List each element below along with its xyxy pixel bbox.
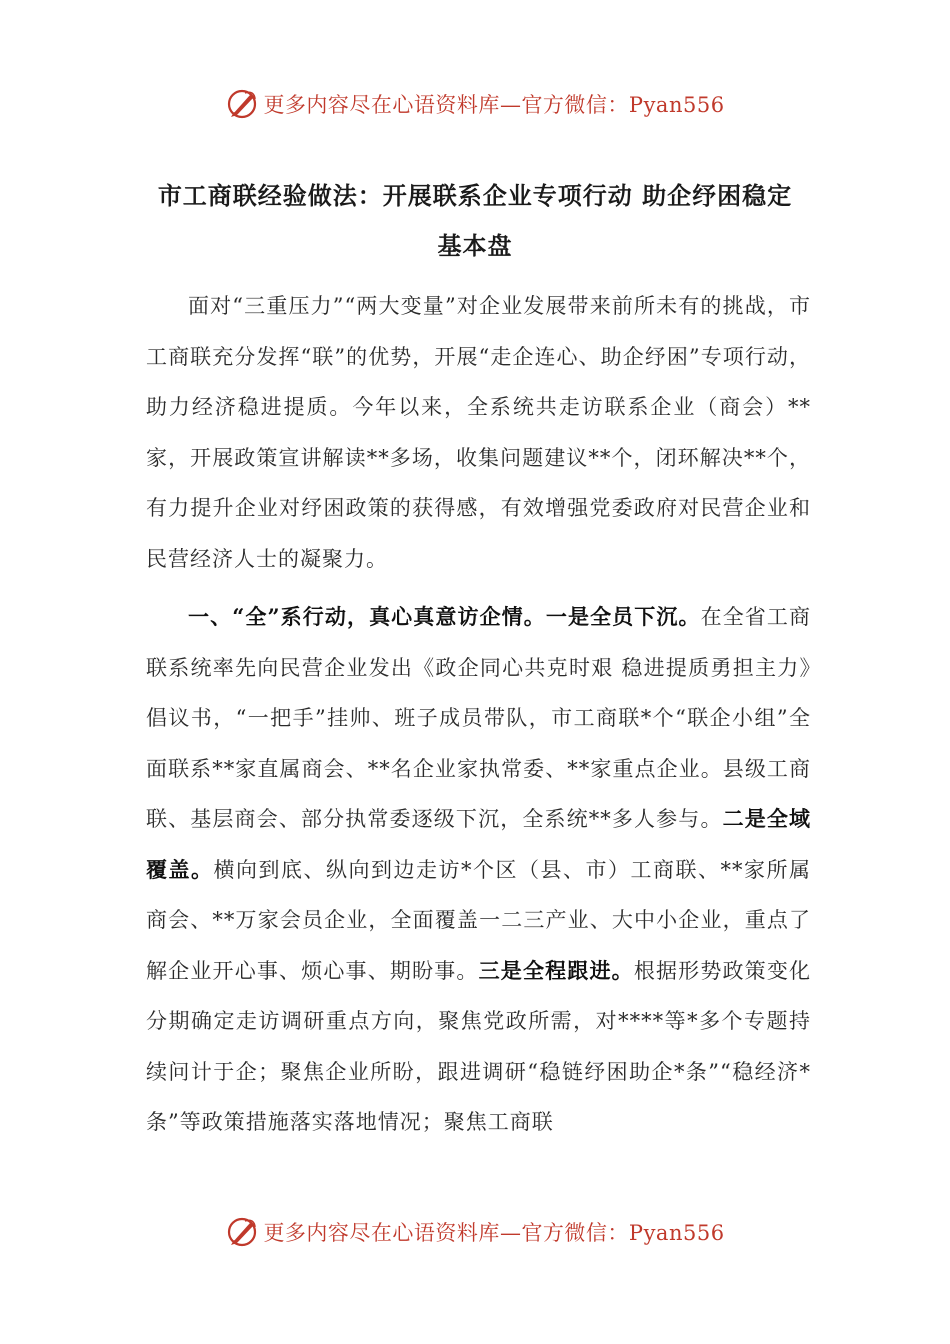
point3-text: 根据形势政策变化分期确定走访调研重点方向，聚焦党政所需，对****等*多个专题持续问计于企；聚焦企业所盼，跟进调研“稳链纾困助企*条”“稳经济*条”等政策措施落实落地情况；聚焦工商联 — [146, 958, 812, 1134]
point3-label: 三是全程跟进。 — [478, 957, 634, 983]
document-title-line2: 基本盘 — [437, 232, 513, 260]
header-banner-wechat: 官方微信：Pyan556 — [521, 93, 725, 117]
quill-pen-logo-icon — [225, 1215, 259, 1249]
point2-text: 横向到底、纵向到边走访*个区（县、市）工商联、**家所属商会、**万家会员企业，全面覆盖一二三产业、大中小企业，重点了解企业开心事、烦心事、期盼事。 — [146, 857, 811, 983]
point2-label: 二是全域覆盖。 — [146, 806, 812, 882]
header-watermark-banner — [0, 84, 950, 124]
document-title-line1: 市工商联经验做法：开展联系企业专项行动 助企纾困稳定 — [157, 182, 793, 210]
point1-label: 一是全员下沉。 — [545, 604, 701, 629]
intro-paragraph: 面对“三重压力”“两大变量”对企业发展带来前所未有的挑战，市工商联充分发挥“联”的优势，开展“走企连心、助企纾困”专项行动，助力经济稳进提质。今年以来，全系统共走访联系企业（商会）**家，开展政策宣讲解读**多场，收集问题建议**个，闭环解决**个，有力提升企业对纾困政策的获得感，有效增强党委政府对民营企业和民营经济人士的凝聚力。 — [146, 294, 811, 571]
section1-paragraph — [146, 592, 811, 1148]
footer-banner-text: 更多内容尽在心语资料库—官方微信：Pyan556 — [263, 1221, 725, 1245]
quill-pen-logo-icon — [225, 87, 259, 121]
header-banner-text: 更多内容尽在心语资料库—官方微信：Pyan556 — [263, 93, 725, 117]
footer-watermark-banner — [0, 1212, 950, 1252]
footer-banner-wechat: 官方微信：Pyan556 — [521, 1221, 725, 1245]
section1-heading: 一、“全”系行动，真心真意访企情。 — [188, 604, 546, 629]
point1-text: 在全省工商联系统率先向民营企业发出《政企同心共克时艰 稳进提质勇担主力》倡议书，“一把手”挂帅、班子成员带队，市工商联*个“联企小组”全面联系**家直属商会、**名企业家执常委、**家重点企业。县级工商联、基层商会、部分执常委逐级下沉，全系统**多人参与。 — [146, 605, 811, 831]
